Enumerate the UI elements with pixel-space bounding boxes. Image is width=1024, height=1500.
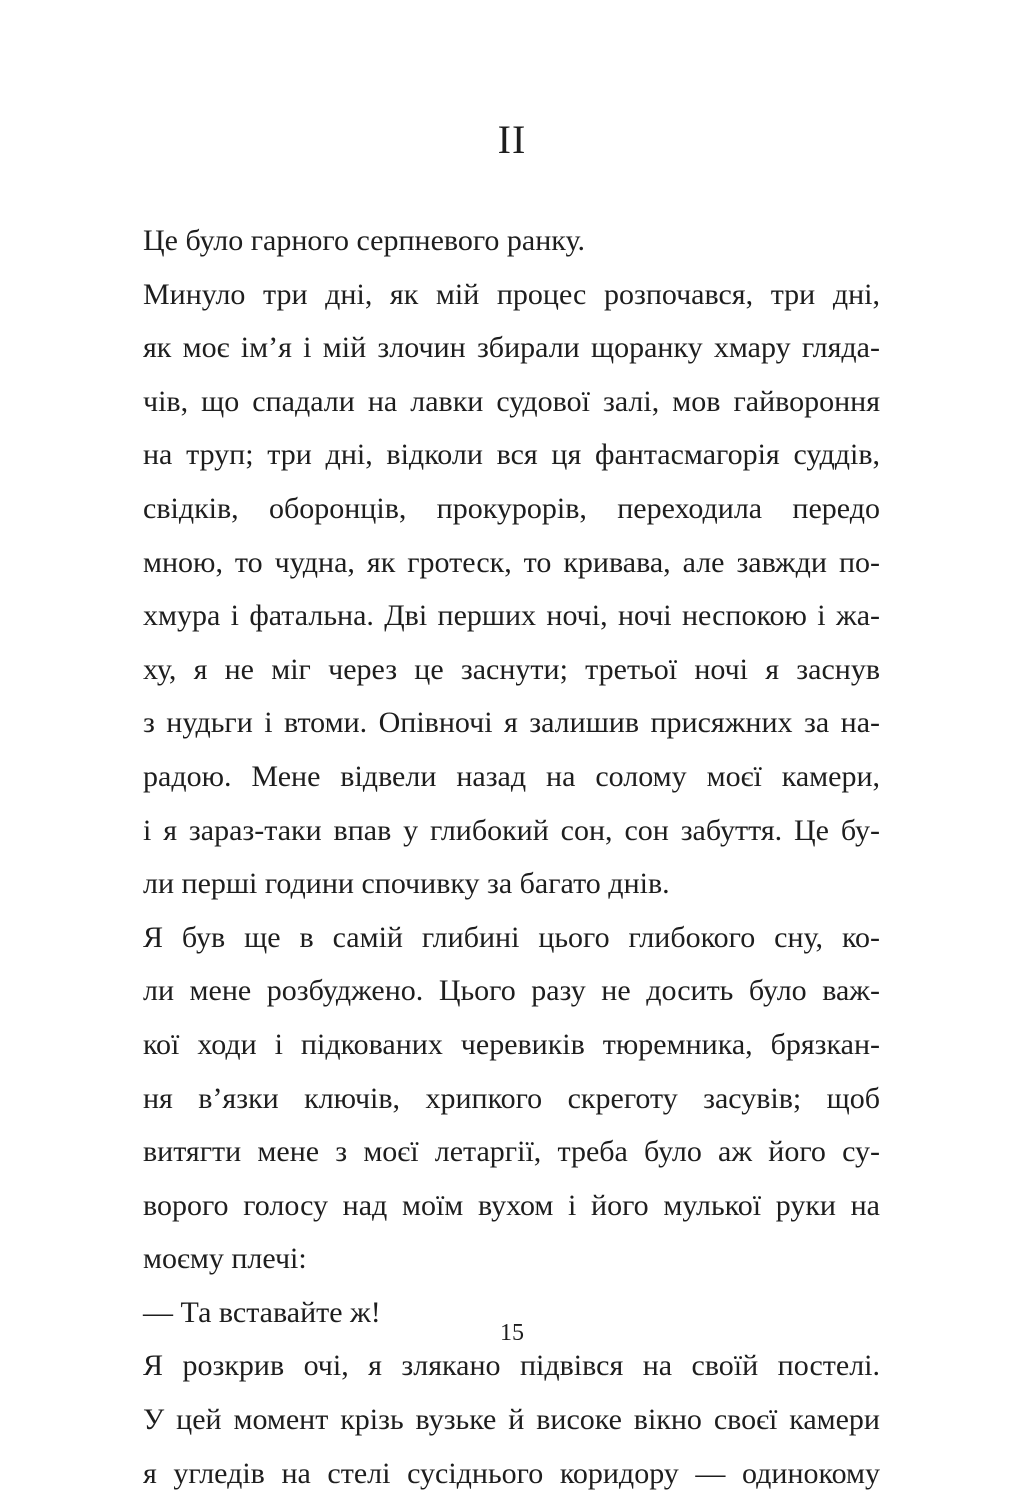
text-line: мною, то чудна, як гротеск, то кривава, але завжди по- bbox=[143, 545, 880, 579]
text-line: свідків, оборонців, прокурорів, переходила передо bbox=[143, 491, 880, 525]
body-text bbox=[143, 214, 880, 1500]
text-line: кої ходи і підкованих черевиків тюремника, брязкан- bbox=[143, 1027, 880, 1061]
text-line: радою. Мене відвели назад на солому моєї камери, bbox=[143, 759, 880, 793]
chapter-heading: II bbox=[497, 117, 527, 162]
text-line: ли перші години спочивку за багато днів. bbox=[143, 867, 670, 901]
text-line: Минуло три дні, як мій процес розпочався, три дні, bbox=[143, 277, 880, 311]
text-line: як моє ім’я і мій злочин збирали щоранку хмару гляда- bbox=[143, 331, 880, 365]
text-line: чів, що спадали на лавки судової залі, мов гайвороння bbox=[143, 384, 880, 418]
text-line: моєму плечі: bbox=[143, 1242, 307, 1276]
text-line: Я розкрив очі, я злякано підвівся на своїй постелі. bbox=[143, 1349, 880, 1383]
text-line: на труп; три дні, відколи вся ця фантасмагорія суддів, bbox=[143, 438, 880, 472]
text-line: — Та вставайте ж! bbox=[143, 1295, 381, 1329]
text-line: Я був ще в самій глибині цього глибокого сну, ко- bbox=[143, 920, 880, 954]
text-line: ворого голосу над моїм вухом і його мулької руки на bbox=[143, 1188, 880, 1222]
text-line: хмура і фатальна. Дві перших ночі, ночі неспокою і жа- bbox=[143, 599, 880, 633]
page-number: 15 bbox=[500, 1320, 524, 1346]
text-line: ху, я не міг через це заснути; третьої ночі я заснув bbox=[143, 652, 880, 686]
text-line: і я зараз-таки впав у глибокий сон, сон забуття. Це бу- bbox=[143, 813, 880, 847]
text-line: ня в’язки ключів, хрипкого скреготу засувів; щоб bbox=[143, 1081, 880, 1115]
text-line: витягти мене з моєї летаргії, треба було аж його су- bbox=[143, 1135, 880, 1169]
text-line: У цей момент крізь вузьке й високе вікно своєї камери bbox=[143, 1403, 880, 1437]
text-line: я угледів на стелі сусіднього коридору — одинокому bbox=[143, 1456, 880, 1490]
text-line: з нудьги і втоми. Опівночі я залишив присяжних за на- bbox=[143, 706, 880, 740]
text-line: Це було гарного серпневого ранку. bbox=[143, 224, 585, 257]
text-line: ли мене розбуджено. Цього разу не досить було важ- bbox=[143, 974, 880, 1008]
